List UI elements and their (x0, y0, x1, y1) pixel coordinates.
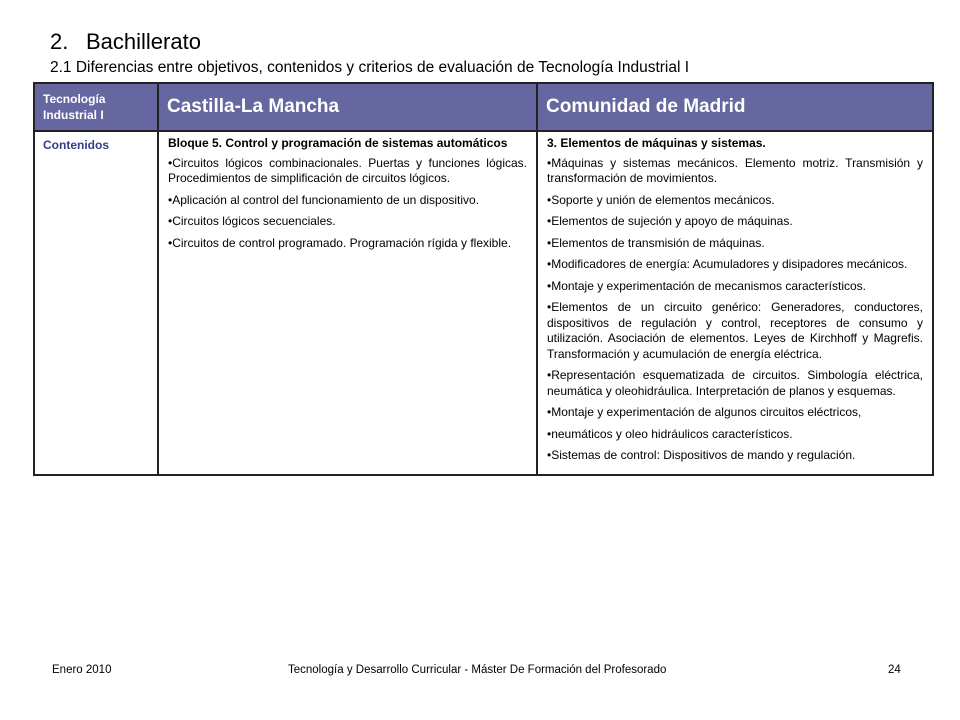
list-item: •Soporte y unión de elementos mecánicos. (547, 192, 775, 207)
header-madrid: Comunidad de Madrid (537, 83, 933, 131)
list-item: •Máquinas y sistemas mecánicos. Elemento motriz. Transmisión y transformación de movimientos. (547, 155, 923, 185)
list-item: •Representación esquematizada de circuitos. Simbología eléctrica, neumática y oleohidráulica. Interpretación de planos y esquemas. (547, 368, 923, 398)
page-number: 24 (888, 664, 901, 676)
castilla-block-title: Bloque 5. Control y programación de sistemas automáticos (168, 136, 508, 150)
castilla-content (158, 131, 537, 475)
footer-course: Tecnología y Desarrollo Curricular - Máster De Formación del Profesorado (288, 664, 667, 676)
footer-date: Enero 2010 (52, 664, 112, 676)
list-item: •Aplicación al control del funcionamiento de un dispositivo. (168, 192, 480, 207)
list-item: •Montaje y experimentación de algunos circuitos eléctricos, (547, 405, 862, 419)
section-number: 2. (50, 29, 69, 54)
subsection-title: 2.1 Diferencias entre objetivos, contenidos y criterios de evaluación de Tecnología Industrial I (50, 59, 690, 76)
comparison-table (33, 82, 934, 476)
list-item: •Sistemas de control: Dispositivos de mando y regulación. (547, 448, 856, 462)
table-row (34, 131, 933, 475)
row-label-contenidos: Contenidos (34, 131, 158, 475)
list-item: •Elementos de transmisión de máquinas. (547, 235, 765, 250)
list-item: •Elementos de un circuito genérico: Generadores, conductores, dispositivos de regulación y control, receptores de consumo y utilización. Asociación de elementos. Leyes de Kirchhoff y Magrefis. Transformación y acumulación de energía eléctrica. (547, 300, 923, 361)
list-item: •neumáticos y oleo hidráulicos característicos. (547, 426, 793, 441)
list-item: •Elementos de sujeción y apoyo de máquinas. (547, 214, 793, 228)
madrid-content (537, 131, 933, 475)
list-item: •Modificadores de energía: Acumuladores y disipadores mecánicos. (547, 257, 908, 271)
list-item: •Montaje y experimentación de mecanismos característicos. (547, 278, 867, 293)
header-subject: Tecnología Industrial I (34, 83, 158, 131)
header-castilla: Castilla-La Mancha (158, 83, 537, 131)
section-title: Bachillerato (86, 29, 201, 54)
list-item: •Circuitos lógicos combinacionales. Puertas y funciones lógicas. Procedimientos de simplificación de circuitos lógicos. (168, 155, 527, 185)
list-item: •Circuitos de control programado. Programación rígida y flexible. (168, 235, 512, 250)
section-heading (50, 29, 201, 55)
table-header-row (34, 83, 933, 131)
list-item: •Circuitos lógicos secuenciales. (168, 214, 336, 228)
madrid-block-title: 3. Elementos de máquinas y sistemas. (547, 136, 766, 150)
